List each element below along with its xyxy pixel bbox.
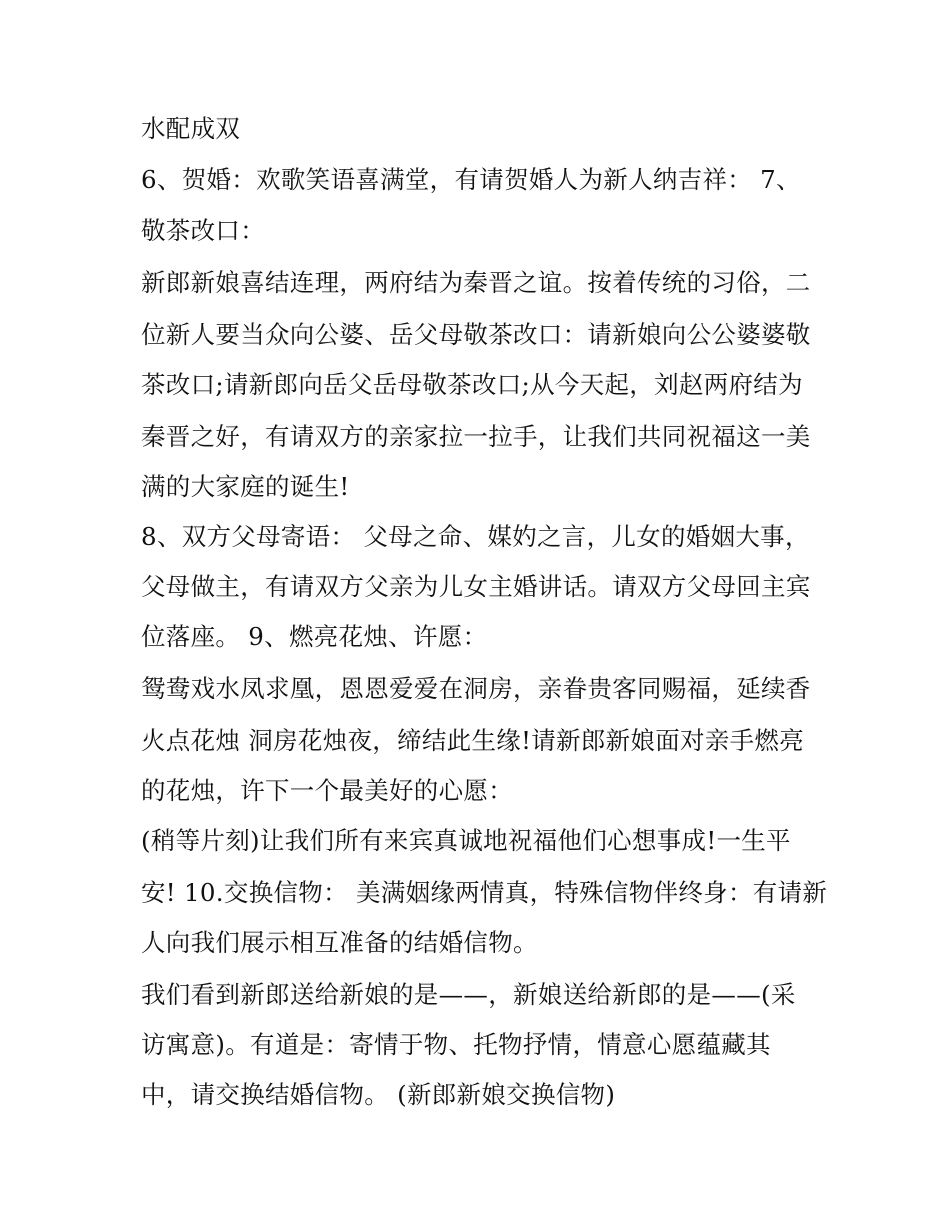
text-line: 鸳鸯戏水凤求凰，恩恩爱爱在洞房，亲眷贵客同赐福，延续香 [141, 674, 811, 703]
text-line: 茶改口;请新郎向岳父岳母敬茶改口;从今天起，刘赵两府结为 [141, 370, 803, 399]
text-line: 父母做主，有请双方父亲为儿女主婚讲话。请双方父母回主宾 [141, 572, 811, 601]
text-line: 敬茶改口： [141, 216, 265, 245]
text-line: 位新人要当众向公婆、岳父母敬茶改口：请新娘向公公婆婆敬 [141, 320, 811, 349]
text-line: 我们看到新郎送给新娘的是——，新娘送给新郎的是——(采 [141, 980, 796, 1009]
text-line: 火点花烛 洞房花烛夜，缔结此生缘!请新郎新娘面对亲手燃亮 [141, 726, 805, 755]
text-line: 位落座。 9、燃亮花烛、许愿： [141, 622, 488, 651]
text-line: 中，请交换结婚信物。 (新郎新娘交换信物) [141, 1080, 616, 1109]
text-line: 秦晋之好，有请双方的亲家拉一拉手，让我们共同祝福这一美 [141, 422, 811, 451]
text-line: 8、双方父母寄语： 父母之命、媒妁之言，儿女的婚姻大事， [141, 522, 810, 551]
text-line: 的花烛，许下一个最美好的心愿： [141, 776, 513, 805]
text-line: 满的大家庭的诞生! [141, 472, 350, 501]
text-line: 人向我们展示相互准备的结婚信物。 [141, 928, 538, 957]
text-line: 6、贺婚：欢歌笑语喜满堂，有请贺婚人为新人纳吉祥： 7、 [141, 165, 801, 194]
text-line: 安! 10.交换信物： 美满姻缘两情真，特殊信物伴终身：有请新 [141, 878, 828, 907]
text-line: 访寓意)。有道是：寄情于物、托物抒情，情意心愿蕴藏其 [141, 1030, 771, 1059]
text-line: (稍等片刻)让我们所有来宾真诚地祝福他们心想事成!一生平 [141, 826, 791, 855]
text-line: 水配成双 [141, 114, 241, 143]
text-line: 新郎新娘喜结连理，两府结为秦晋之谊。按着传统的习俗，二 [141, 268, 811, 297]
